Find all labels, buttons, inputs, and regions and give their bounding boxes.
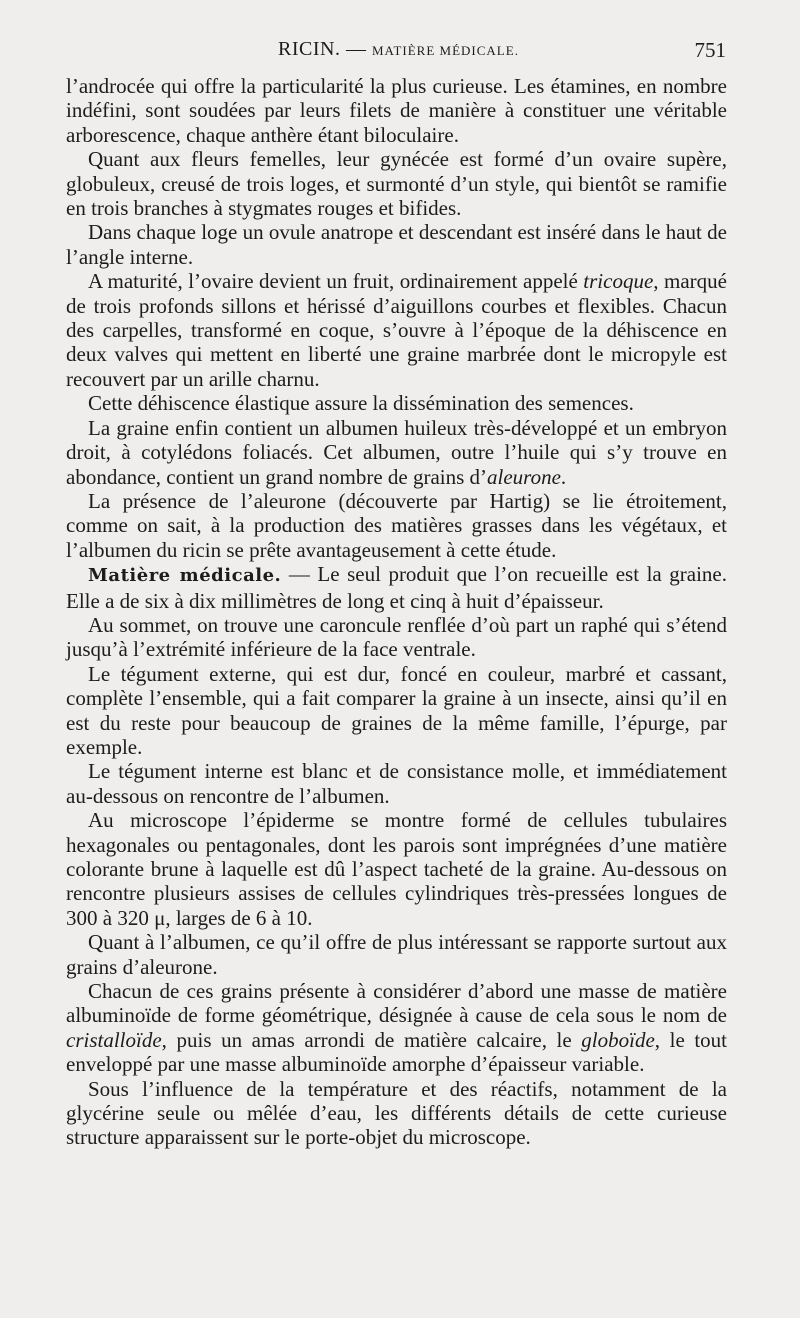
italic-term: aleurone: [487, 464, 561, 489]
paragraph: Le tégument interne est blanc et de consistance molle, et immédiatement au-dessous on rencontre de l’albumen.: [66, 759, 727, 808]
text-run: — Le seul produit que l’on recueille est la graine. Elle a de six à dix millimètres de long et cinq à huit d’épaisseur.: [66, 562, 727, 613]
header-subtitle: MATIÈRE MÉDICALE.: [371, 43, 519, 58]
section-paragraph: [66, 562, 727, 613]
paragraph-tricoque: [66, 269, 727, 391]
paragraph: Sous l’influence de la température et des réactifs, notamment de la glycérine seule ou mêlée d’eau, les différents détails de cette curieuse structure apparaissent sur le porte-objet du microscope.: [66, 1076, 727, 1150]
paragraph: Dans chaque loge un ovule anatrope et descendant est inséré dans le haut de l’angle interne.: [66, 220, 727, 269]
text-run: , puis un amas arrondi de matière calcaire, le: [161, 1027, 582, 1052]
text-run: Chacun de ces grains présente à considérer d’abord une masse de matière albuminoïde de forme géométrique, désignée à cause de cela sous le nom de: [66, 979, 727, 1028]
italic-term: tricoque: [583, 269, 654, 294]
paragraph: Au sommet, on trouve une caroncule renflée d’où part un raphé qui s’étend jusqu’à l’extrémité inférieure de la face ventrale.: [66, 612, 727, 662]
paragraph: Quant à l’albumen, ce qu’il offre de plus intéressant se rapporte surtout aux grains d’aleurone.: [66, 930, 727, 979]
header-title: [278, 38, 519, 61]
text-run: A maturité, l’ovaire devient un fruit, ordinairement appelé: [88, 269, 584, 294]
paragraph-cristalloide: [66, 979, 727, 1077]
italic-term: globoïde: [581, 1027, 655, 1052]
italic-term: cristalloïde: [66, 1027, 162, 1052]
header-separator: —: [340, 38, 372, 60]
paragraph: La présence de l’aleurone (découverte par Hartig) se lie étroitement, comme on sait, à la production des matières grasses dans les végétaux, et l’albumen du ricin se prête avantageusement à cette étude.: [66, 488, 727, 562]
text-run: , marqué de trois profonds sillons et hérissé d’aiguillons courbes et flexibles. Chacun des carpelles, transformé en coque, s’ouvre à l’époque de la déhiscence en deux valves qui mettent en liberté une graine marbrée dont le micropyle est recouvert par un arille charnu.: [66, 269, 727, 391]
text-run: .: [560, 464, 567, 489]
running-header: [66, 38, 726, 68]
paragraph: Quant aux fleurs femelles, leur gynécée est formé d’un ovaire supère, globuleux, creusé de trois loges, et surmonté d’un style, qui bientôt se ramifie en trois branches à stygmates rouges et bifides.: [66, 147, 727, 221]
paragraph-aleurone: [66, 416, 727, 489]
text-run: La graine enfin contient un albumen huileux très-développé et un embryon droit, à cotylédons foliacés. Cet albumen, outre l’huile qui s’y trouve en abondance, contient un grand nombre de grains d’: [66, 415, 727, 489]
section-heading: Matière médicale.: [88, 565, 282, 587]
paragraph: Au microscope l’épiderme se montre formé de cellules tubulaires hexagonales ou pentagonales, dont les parois sont imprégnées d’une matière colorante brune à laquelle est dû l’aspect tacheté de la graine. Au-dessous on rencontre plusieurs assises de cellules cylindriques très-pressées longues de 300 à 320 μ, larges de 6 à 10.: [66, 808, 727, 930]
page-body: [66, 74, 727, 1150]
paragraph: Le tégument externe, qui est dur, foncé en couleur, marbré et cassant, complète l’ensemble, qui a fait comparer la graine à un insecte, ainsi qu’il en est du reste pour beaucoup de graines de la même famille, l’épurge, par exemple.: [66, 661, 727, 759]
header-title-main: RICIN.: [278, 38, 341, 60]
paragraph: Cette déhiscence élastique assure la dissémination des semences.: [88, 391, 634, 416]
page-number: 751: [694, 38, 726, 62]
paragraph: l’androcée qui offre la particularité la plus curieuse. Les étamines, en nombre indéfini, sont soudées par leurs filets de manière à constituer une véritable arborescence, chaque anthère étant biloculaire.: [66, 74, 727, 147]
text-run: , le tout enveloppé par une masse albuminoïde amorphe d’épaisseur variable.: [66, 1027, 728, 1077]
